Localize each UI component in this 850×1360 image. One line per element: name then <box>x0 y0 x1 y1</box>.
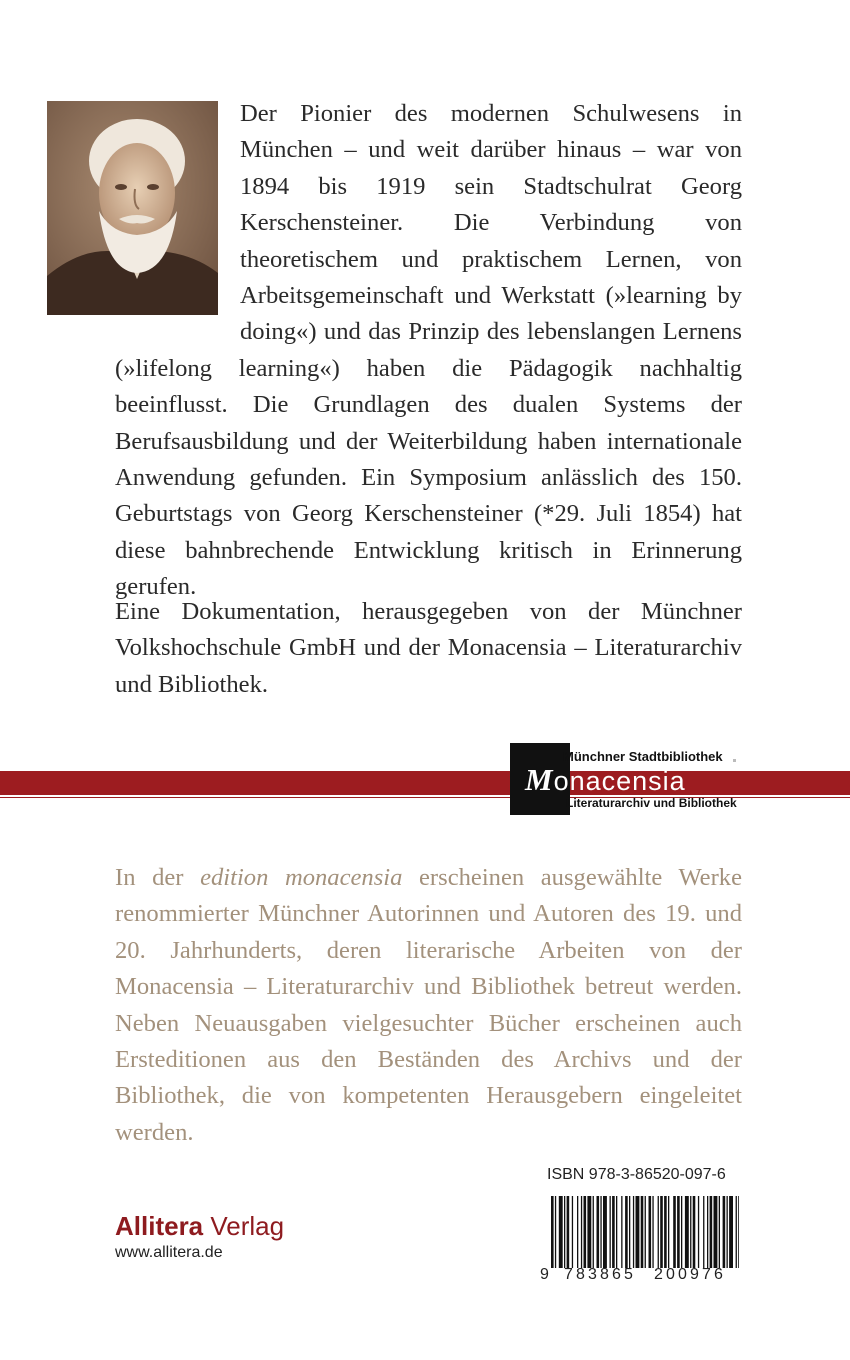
barcode-bar <box>736 1196 737 1268</box>
barcode-digits-right: 200976 <box>654 1266 726 1283</box>
barcode-bar <box>625 1196 628 1268</box>
barcode-bar <box>600 1196 601 1268</box>
barcode-bar <box>677 1196 680 1268</box>
barcode-bar <box>714 1196 718 1268</box>
logo-initial: M <box>525 762 554 797</box>
barcode-bar <box>729 1196 733 1268</box>
barcode-bar <box>555 1196 556 1268</box>
barcode-bar <box>564 1196 565 1268</box>
barcode-digits-left: 783865 <box>564 1266 636 1283</box>
barcode-bar <box>738 1196 739 1268</box>
edition-series-name: edition monacensia <box>200 864 403 891</box>
edition-text: erscheinen ausgewählte Werke renommierter Münchner Autorinnen und Autoren des 19. und 20. Jahrhunderts, deren literarische Arbeiten von der Monacensia – Literaturarchiv und Bibliothek betreut werden. Neben Neuausgaben vielgesuchter Bücher erscheinen auch Ersteditionen aus den Beständen des Archivs und der Bibliothek, die von kompetenten Herausgebern eingeleitet werden. <box>115 864 743 1146</box>
publisher-name-rest: Verlag <box>203 1211 285 1241</box>
barcode-bar <box>652 1196 653 1268</box>
barcode-bar <box>664 1196 667 1268</box>
logo-subtitle: Literaturarchiv und Bibliothek <box>566 796 737 810</box>
barcode-bar <box>727 1196 728 1268</box>
edition-prefix: In der <box>115 864 201 891</box>
publisher-name <box>115 1211 284 1242</box>
barcode-bar <box>681 1196 682 1268</box>
barcode <box>551 1196 739 1268</box>
intro-paragraph <box>115 96 742 606</box>
barcode-bar <box>693 1196 696 1268</box>
barcode-bar <box>723 1196 726 1268</box>
monacensia-logo-text <box>525 762 686 798</box>
barcode-bar <box>645 1196 646 1268</box>
barcode-bar <box>690 1196 691 1268</box>
red-band <box>0 771 850 795</box>
barcode-bar <box>668 1196 669 1268</box>
barcode-bar <box>658 1196 659 1268</box>
barcode-bar <box>636 1196 640 1268</box>
barcode-bar <box>612 1196 615 1268</box>
barcode-bar <box>707 1196 708 1268</box>
barcode-bar <box>629 1196 630 1268</box>
barcode-bar <box>698 1196 699 1268</box>
barcode-bar <box>577 1196 578 1268</box>
barcode-bar <box>551 1196 554 1268</box>
logo-dot <box>733 759 736 762</box>
barcode-bar <box>719 1196 720 1268</box>
barcode-bar <box>660 1196 663 1268</box>
barcode-bar <box>685 1196 689 1268</box>
barcode-bar <box>597 1196 600 1268</box>
logo-top-text: Münchner Stadtbibliothek <box>563 749 723 764</box>
barcode-bar <box>587 1196 591 1268</box>
publisher-name-bold: Allitera <box>115 1211 204 1241</box>
documentation-paragraph: Eine Dokumentation, herausgegeben von der Münchner Volkshochschule GmbH und der Monacensia – Literaturarchiv und Bibliothek. <box>115 598 742 698</box>
barcode-bar <box>621 1196 622 1268</box>
edition-paragraph <box>115 860 742 1151</box>
intro-text: Der Pionier des modernen Schulwesens in München – und weit darüber hinaus – war von 1894 bis 1919 sein Stadtschulrat Georg Kerschensteiner. Die Verbindung von theoretischem und praktischem Lernen, von Arbeitsgemeinschaft und Werkstatt (»learning by doing«) und das Prinzip des lebenslangen Lernens (»lifelong learning«) haben die Pädagogik nachhaltig beeinflusst. Die Grundlagen des dualen Systems der Berufsausbildung und der Weiterbildung haben internationale Anwendung gefunden. Ein Symposium anlässlich des 150. Geburtstags von Georg Kerschensteiner (*29. Juli 1854) hat diese bahnbrechende Entwicklung kritisch in Erinnerung gerufen. <box>115 100 742 601</box>
barcode-bar <box>603 1196 607 1268</box>
barcode-bar <box>710 1196 713 1268</box>
barcode-bar <box>649 1196 652 1268</box>
barcode-bar <box>559 1196 563 1268</box>
barcode-bar <box>584 1196 587 1268</box>
barcode-bar <box>567 1196 570 1268</box>
barcode-bar <box>703 1196 704 1268</box>
barcode-bar <box>610 1196 611 1268</box>
barcode-bar <box>673 1196 676 1268</box>
barcode-bar <box>593 1196 594 1268</box>
barcode-digit-first: 9 <box>540 1266 552 1283</box>
isbn-label: ISBN 978-3-86520-097-6 <box>547 1166 726 1183</box>
barcode-bar <box>616 1196 617 1268</box>
logo-rest: onacensia <box>553 766 686 796</box>
barcode-bar <box>633 1196 634 1268</box>
barcode-bar <box>581 1196 582 1268</box>
barcode-bar <box>641 1196 644 1268</box>
barcode-bar <box>572 1196 573 1268</box>
publisher-url: www.allitera.de <box>115 1244 223 1261</box>
